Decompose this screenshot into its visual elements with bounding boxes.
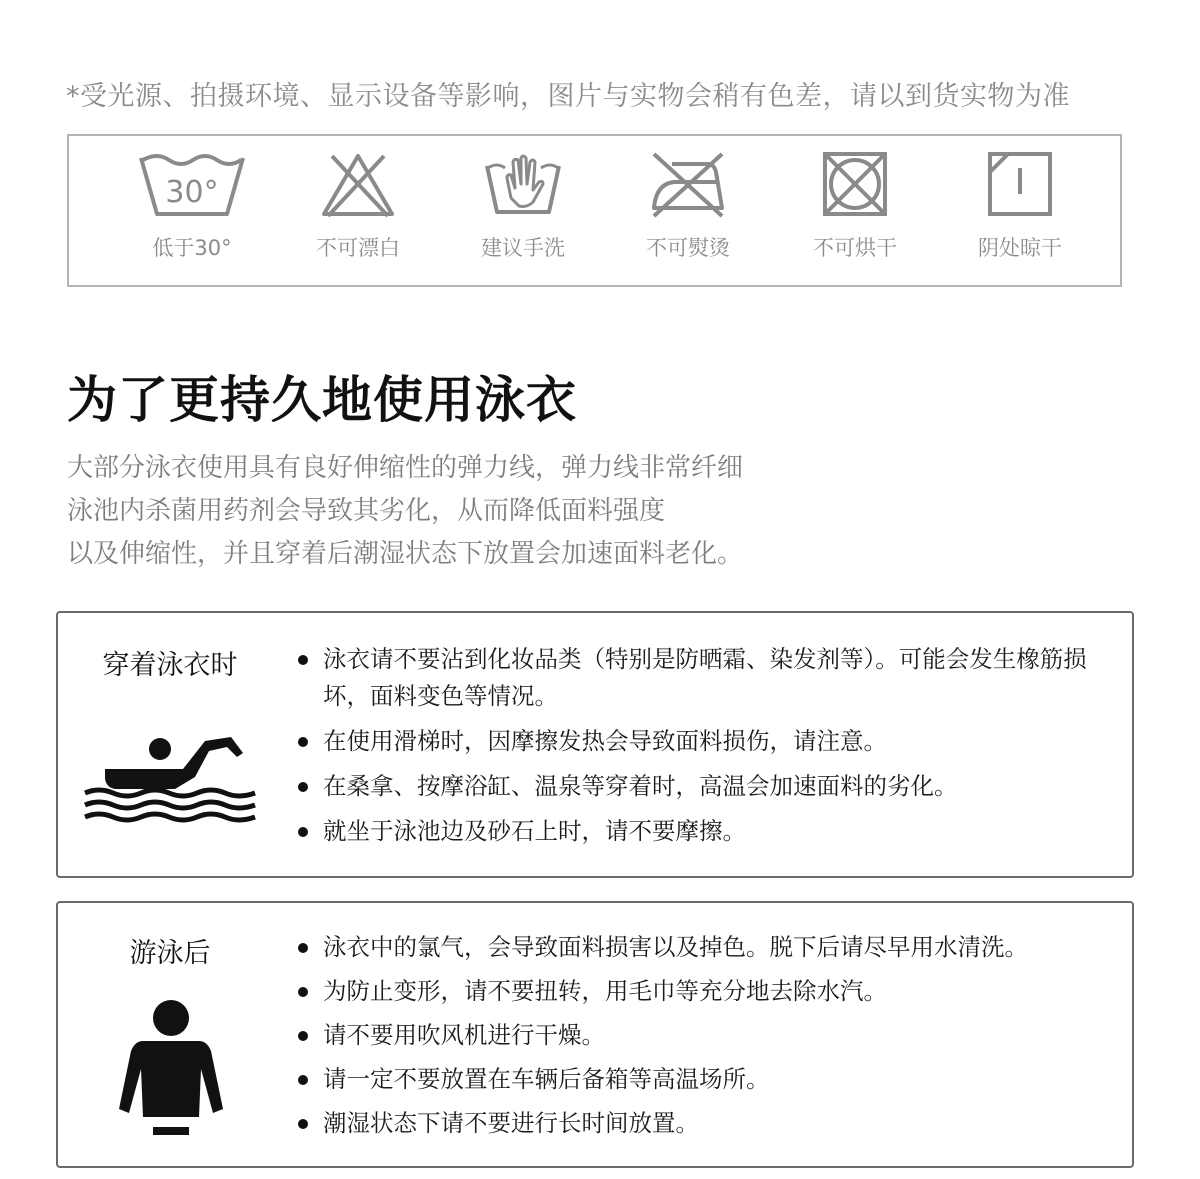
bullet-dot (298, 1075, 308, 1085)
list-item (296, 768, 1092, 805)
bullet-dot (298, 1119, 308, 1129)
care-label-wash-30: 低于30° (152, 236, 232, 260)
bullet-dot (298, 827, 308, 837)
care-label-no-tumble-dry: 不可烘干 (813, 236, 897, 260)
no-bleach-icon (318, 150, 398, 220)
care-label-no-iron: 不可熨烫 (646, 236, 730, 260)
care-symbols-box (67, 134, 1122, 287)
tip-text: 潮湿状态下请不要进行长时间放置。 (323, 1109, 699, 1137)
tip-text: 泳衣中的氯气，会导致面料损害以及掉色。脱下后请尽早用水清洗。 (323, 933, 1028, 961)
tips-list-after (296, 929, 1092, 1142)
list-item (296, 641, 1092, 715)
tip-text: 为防止变形，请不要扭转，用毛巾等充分地去除水汽。 (323, 977, 887, 1005)
intro-line: 大部分泳衣使用具有良好伸缩性的弹力线，弹力线非常纤细 (67, 453, 744, 483)
list-item (296, 1105, 1092, 1142)
no-iron-icon (648, 150, 728, 220)
bullet-dot (298, 1031, 308, 1041)
swimmer-icon (83, 731, 259, 827)
intro-line: 以及伸缩性，并且穿着后潮湿状态下放置会加速面料老化。 (67, 539, 744, 569)
wash-temp-text: 30° (165, 175, 219, 210)
care-item-no-tumble-dry (775, 150, 935, 262)
bullet-dot (298, 655, 308, 665)
intro-paragraph (67, 447, 743, 576)
tip-text: 请一定不要放置在车辆后备箱等高温场所。 (323, 1065, 770, 1093)
list-item (296, 723, 1092, 760)
hand-wash-icon (483, 150, 563, 220)
tip-text: 泳衣请不要沾到化妆品类（特别是防晒霜、染发剂等）。可能会发生橡筋损坏，面料变色等情况。 (323, 645, 1087, 710)
person-icon (119, 999, 223, 1145)
care-label-shade-dry: 阴处晾干 (978, 236, 1062, 260)
no-tumble-dry-icon (815, 150, 895, 220)
list-item (296, 1017, 1092, 1054)
bullet-dot (298, 987, 308, 997)
disclaimer-text: *受光源、拍摄环境、显示设备等影响，图片与实物会稍有色差，请以到货实物为准 (66, 81, 1070, 112)
panel-after-swimming (56, 901, 1134, 1168)
tips-list-wearing (296, 641, 1092, 850)
page-title: 为了更持久地使用泳衣 (67, 371, 577, 429)
tip-text: 在桑拿、按摩浴缸、温泉等穿着时，高温会加速面料的劣化。 (323, 772, 958, 800)
list-item (296, 1061, 1092, 1098)
care-item-hand-wash (443, 150, 603, 262)
wash-30-icon (137, 150, 247, 220)
bullet-dot (298, 737, 308, 747)
panel-title: 穿着泳衣时 (102, 650, 238, 681)
panel-title: 游泳后 (129, 938, 211, 969)
tip-text: 在使用滑梯时，因摩擦发热会导致面料损伤，请注意。 (323, 727, 887, 755)
care-item-no-iron (608, 150, 768, 262)
tip-text: 请不要用吹风机进行干燥。 (323, 1021, 605, 1049)
care-label-hand-wash: 建议手洗 (481, 236, 565, 260)
care-label-no-bleach: 不可漂白 (316, 236, 400, 260)
care-item-wash-30 (112, 150, 272, 262)
bullet-dot (298, 782, 308, 792)
care-item-shade-dry (940, 150, 1100, 262)
tip-text: 就坐于泳池边及砂石上时，请不要摩擦。 (323, 817, 746, 845)
intro-line: 泳池内杀菌用药剂会导致其劣化，从而降低面料强度 (67, 496, 666, 526)
list-item (296, 973, 1092, 1010)
panel-wearing (56, 611, 1134, 878)
shade-dry-icon (980, 150, 1060, 220)
list-item (296, 929, 1092, 966)
list-item (296, 813, 1092, 850)
care-item-no-bleach (278, 150, 438, 262)
bullet-dot (298, 943, 308, 953)
